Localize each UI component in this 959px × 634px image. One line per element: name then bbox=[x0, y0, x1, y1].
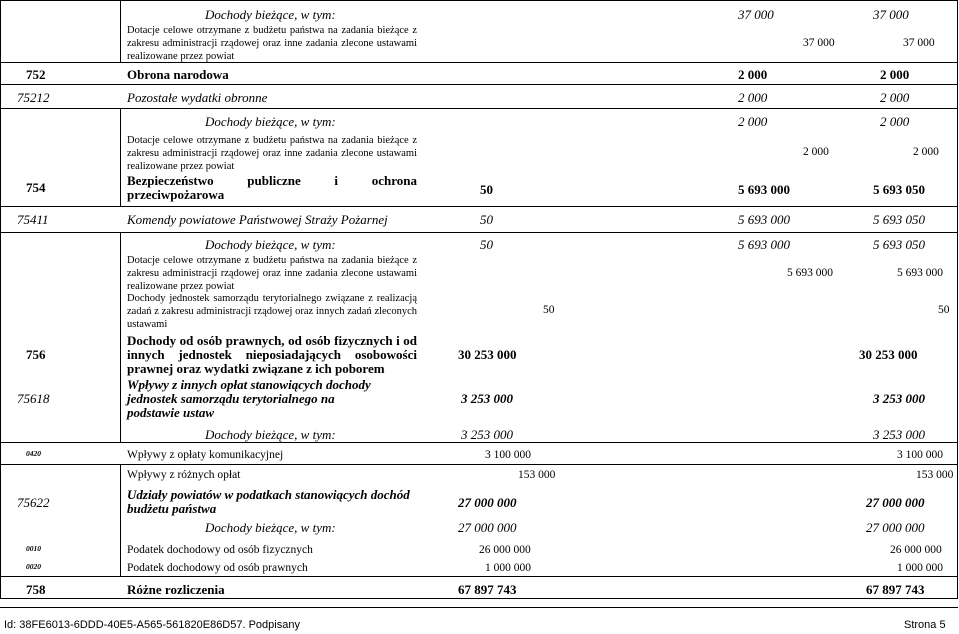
row-value: 5 693 050 bbox=[873, 182, 925, 197]
row-value: 5 693 000 bbox=[897, 267, 943, 279]
row-value: 50 bbox=[480, 237, 493, 252]
row-value: 2 000 bbox=[880, 90, 910, 105]
row-description: Dotacje celowe otrzymane z budżetu państwa na zadania bieżące z zakresu administracji rządowej oraz inne zadania zlecone ustawami realizowane przez powiat bbox=[127, 255, 417, 292]
row-value: 37 000 bbox=[873, 7, 909, 22]
row-description: Dotacje celowe otrzymane z budżetu państwa na zadania bieżące z zakresu administracji rządowej oraz inne zadania zlecone ustawami realizowane przez powiat bbox=[127, 25, 417, 62]
grid-line bbox=[120, 108, 121, 206]
section-code: 758 bbox=[26, 582, 46, 597]
footer-rule bbox=[0, 607, 958, 608]
row-value: 50 bbox=[543, 304, 555, 316]
row-value: 153 000 bbox=[518, 469, 556, 481]
row-value: 153 000 bbox=[916, 469, 954, 481]
section-label: Dochody od osób prawnych, od osób fizycznych i od innych jednostek nieposiadających osobowości prawnej oraz wydatki związane z ich poborem bbox=[127, 333, 417, 376]
row-label: Dochody bieżące, w tym: bbox=[205, 427, 336, 442]
row-value: 50 bbox=[480, 182, 493, 197]
grid-line bbox=[120, 0, 121, 62]
paragraph-code: 0420 bbox=[26, 449, 41, 458]
row-value: 3 253 000 bbox=[873, 427, 925, 442]
row-value: 67 897 743 bbox=[458, 582, 517, 597]
section-label: Bezpieczeństwo publiczne i ochrona bbox=[127, 174, 417, 188]
row-value: 27 000 000 bbox=[458, 520, 517, 535]
row-value: 1 000 000 bbox=[485, 562, 531, 574]
grid-line bbox=[0, 206, 958, 207]
grid-line bbox=[120, 232, 121, 442]
row-value: 67 897 743 bbox=[866, 582, 925, 597]
row-value: 5 693 000 bbox=[738, 237, 790, 252]
chapter-code: 75212 bbox=[17, 90, 50, 105]
row-value: 27 000 000 bbox=[458, 495, 517, 510]
row-value: 1 000 000 bbox=[897, 562, 943, 574]
chapter-label: Komendy powiatowe Państwowej Straży Pożarnej bbox=[127, 212, 388, 227]
chapter-label: Wpływy z innych opłat stanowiących dochody jednostek samorządu terytorialnego na podstawie ustaw bbox=[127, 377, 371, 420]
row-value: 37 000 bbox=[903, 37, 935, 49]
grid-line bbox=[0, 84, 958, 85]
row-value: 2 000 bbox=[803, 146, 829, 158]
paragraph-code: 0010 bbox=[26, 544, 41, 553]
row-value: 37 000 bbox=[738, 7, 774, 22]
paragraph-label: Wpływy z opłaty komunikacyjnej bbox=[127, 449, 284, 461]
row-label: Dochody bieżące, w tym: bbox=[205, 114, 336, 129]
section-code: 754 bbox=[26, 180, 46, 195]
chapter-label: Udziały powiatów w podatkach stanowiących dochód budżetu państwa bbox=[127, 487, 410, 516]
section-code: 752 bbox=[26, 67, 46, 82]
grid-line bbox=[0, 232, 958, 233]
row-value: 50 bbox=[480, 212, 493, 227]
row-value: 3 100 000 bbox=[897, 449, 943, 461]
section-code: 756 bbox=[26, 347, 46, 362]
row-value: 5 693 000 bbox=[738, 182, 790, 197]
chapter-code: 75618 bbox=[17, 391, 50, 406]
row-value: 37 000 bbox=[803, 37, 835, 49]
row-value: 2 000 bbox=[913, 146, 939, 158]
row-value: 3 100 000 bbox=[485, 449, 531, 461]
row-value: 3 253 000 bbox=[461, 427, 513, 442]
section-label-continued: przeciwpożarowa bbox=[127, 187, 225, 202]
row-value: 2 000 bbox=[880, 67, 910, 82]
grid-line bbox=[0, 442, 958, 443]
row-value: 50 bbox=[938, 304, 950, 316]
row-value: 30 253 000 bbox=[859, 347, 918, 362]
row-description: Dotacje celowe otrzymane z budżetu państwa na zadania bieżące z zakresu administracji rządowej oraz inne zadania zlecone ustawami realizowane przez powiat bbox=[127, 135, 417, 172]
row-value: 26 000 000 bbox=[479, 544, 531, 556]
row-value: 5 693 000 bbox=[738, 212, 790, 227]
paragraph-label: Wpływy z różnych opłat bbox=[127, 469, 241, 481]
row-value: 5 693 000 bbox=[787, 267, 833, 279]
row-value: 26 000 000 bbox=[890, 544, 942, 556]
row-value: 3 253 000 bbox=[873, 391, 925, 406]
grid-line bbox=[0, 0, 958, 1]
row-value: 2 000 bbox=[738, 114, 768, 129]
row-value: 30 253 000 bbox=[458, 347, 517, 362]
page-number: Strona 5 bbox=[904, 619, 946, 631]
row-value: 2 000 bbox=[738, 67, 768, 82]
row-value: 2 000 bbox=[738, 90, 768, 105]
row-value: 3 253 000 bbox=[461, 391, 513, 406]
grid-line bbox=[0, 598, 958, 599]
row-label: Dochody bieżące, w tym: bbox=[205, 520, 336, 535]
grid-line bbox=[0, 464, 958, 465]
section-label: Różne rozliczenia bbox=[127, 582, 225, 597]
grid-line bbox=[0, 576, 958, 577]
paragraph-label: Podatek dochodowy od osób fizycznych bbox=[127, 544, 313, 556]
row-label: Dochody bieżące, w tym: bbox=[205, 7, 336, 22]
grid-line bbox=[0, 0, 1, 598]
paragraph-label: Podatek dochodowy od osób prawnych bbox=[127, 562, 308, 574]
grid-line bbox=[957, 0, 958, 598]
row-value: 5 693 050 bbox=[873, 237, 925, 252]
row-value: 27 000 000 bbox=[866, 495, 925, 510]
chapter-label: Pozostałe wydatki obronne bbox=[127, 90, 268, 105]
row-value: 27 000 000 bbox=[866, 520, 925, 535]
row-description: Dochody jednostek samorządu terytorialnego związane z realizacją zadań z zakresu administracji rządowej oraz innych zadań zleconych ustawami bbox=[127, 293, 417, 330]
row-value: 2 000 bbox=[880, 114, 910, 129]
chapter-code: 75622 bbox=[17, 495, 50, 510]
paragraph-code: 0020 bbox=[26, 562, 41, 571]
section-label: Obrona narodowa bbox=[127, 67, 229, 82]
grid-line bbox=[0, 108, 958, 109]
grid-line bbox=[120, 464, 121, 576]
row-label: Dochody bieżące, w tym: bbox=[205, 237, 336, 252]
row-value: 5 693 050 bbox=[873, 212, 925, 227]
chapter-code: 75411 bbox=[17, 212, 49, 227]
document-id: Id: 38FE6013-6DDD-40E5-A565-561820E86D57. Podpisany bbox=[4, 619, 300, 631]
